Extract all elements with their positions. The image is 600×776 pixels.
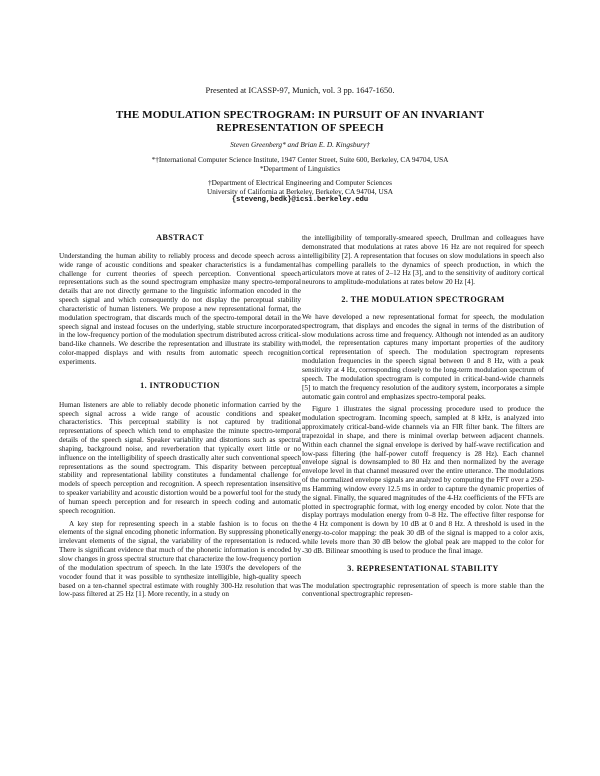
- left-column: [59, 234, 301, 599]
- section-2-paragraph-2: Figure 1 illustrates the signal processing procedure used to produce the modulation spectrogram. Incoming speech, sampled at 8 kHz, is analyzed into approximately critical-band-wide channels via an FIR filter bank. The filters are trapezoidal in shape, and there is minimal overlap between adjacent channels. Within each channel the signal envelope is derived by half-wave rectification and low-pass filtering (the half-power cutoff frequency is 28 Hz). Each channel envelope signal is downsampled to 80 Hz and then normalized by the average envelope level in that channel measured over the entire utterance. The modulations of the normalized envelope signals are analyzed by computing the FFT over a 250-ms Hamming window every 12.5 ms in order to capture the dynamic properties of the signal. Finally, the squared magnitudes of the 4-Hz coefficients of the FFTs are plotted in spectrographic format, with log energy encoded by color. Note that the display portrays modulation energy from 0–8 Hz. The effective filter response for the 4 Hz component is down by 10 dB at 0 and 8 Hz. A threshold is used in the energy-to-color mapping: the peak 30 dB of the signal is mapped to a color axis, while levels more than 30 dB below the global peak are mapped to the color for -30 dB. Bilinear smoothing is used to produce the final image.: [302, 405, 544, 555]
- section-2-heading: 2. THE MODULATION SPECTROGRAM: [341, 295, 505, 305]
- author-block: [60, 140, 540, 205]
- section-3-heading: 3. REPRESENTATIONAL STABILITY: [347, 563, 499, 573]
- affiliation-4: University of California at Berkeley, Berkeley, CA 94704, USA: [206, 186, 394, 196]
- paper-title: [60, 109, 540, 134]
- author-emails: {steveng,bedk}@icsi.berkeley.edu: [231, 196, 369, 205]
- section-2-paragraph-1: We have developed a new representational format for speech, the modulation spectrogram, that displays and encodes the signal in terms of the distribution of slow modulations across time and frequency. Although not intended as an auditory model, the representation captures many important properties of the auditory cortical representation of speech. The modulation spectrogram represents modulation frequencies in the speech signal between 0 and 8 Hz, with a peak sensitivity at 4 Hz, corresponding closely to the long-term modulation spectrum of speech. The modulation spectrogram is computed in critical-band-wide channels [5] to match the frequency resolution of the auditory system, incorporates a simple automatic gain control and emphasizes spectro-temporal peaks.: [302, 312, 544, 401]
- intro-paragraph-1: Human listeners are able to reliably decode phonetic information carried by the speech signal across a wide range of acoustic conditions and speaker characteristics. This perceptual stability is not captured by traditional representations of speech which tend to emphasize the minute spectro-temporal details of the speech signal. Speaker variability and distortions such as spectral shaping, background noise, and reverberation that typically exert little or no influence on the intelligibility of speech drastically alter such conventional speech representations as the sound spectrogram. This disparity between perceptual stability and representational lability constitutes a fundamental challenge for models of speech perception and recognition. A speech representation insensitive to speaker variability and acoustic distortion would be a powerful tool for the study of human speech perception and for research in speech coding and automatic speech recognition.: [59, 400, 301, 515]
- intro-paragraph-2: A key step for representing speech in a stable fashion is to focus on the elements of the signal encoding phonetic information. By suppressing phonetically irrelevant elements of the signal, the variability of the representation is reduced. There is significant evidence that much of the phonetic information is encoded by slow changes in gross spectral structure that characterize the low-frequency portion of the modulation spectrum of speech. In the late 1930's the developers of the vocoder found that it was possible to synthesize intelligible, high-quality speech based on a ten-channel spectral estimate with roughly 300-Hz resolution that was low-pass filtered at 25 Hz [1]. More recently, in a study on: [59, 519, 301, 599]
- title-line-2: REPRESENTATION OF SPEECH: [216, 121, 384, 134]
- affiliation-2: *Department of Linguistics: [259, 164, 341, 174]
- author-names: Steven Greenberg* and Brian E. D. Kingsbury†: [230, 140, 370, 149]
- conference-note: Presented at ICASSP-97, Munich, vol. 3 pp. 1647-1650.: [205, 86, 395, 95]
- title-line-1: THE MODULATION SPECTROGRAM: IN PURSUIT OF AN INVARIANT: [115, 109, 485, 121]
- right-column: [302, 234, 544, 599]
- abstract-heading: ABSTRACT: [156, 233, 204, 242]
- affiliation-1: *†International Computer Science Institute, 1947 Center Street, Suite 600, Berkeley, CA 94704, USA: [151, 155, 449, 165]
- abstract-text: Understanding the human ability to reliably process and decode speech across a wide range of acoustic conditions and speaker characteristics is a fundamental challenge for current theories of speech perception. Conventional speech representations such as the sound spectrogram emphasize many spectro-temporal details that are not directly germane to the linguistic information encoded in the speech signal and which consequently do not display the perceptual stability characteristic of human listeners. We propose a new representational format, the modulation spectrogram, that discards much of the spectro-temporal detail in the speech signal and instead focuses on the underlying, stable structure incorporated in the low-frequency portion of the modulation spectrum distributed across critical-band-like channels. We describe the representation and illustrate its stability with color-mapped displays and with results from automatic speech recognition experiments.: [59, 251, 302, 366]
- affiliation-3: †Department of Electrical Engineering and Computer Sciences: [208, 177, 392, 187]
- intro-paragraph-3: the intelligibility of temporally-smeared speech, Drullman and colleagues have demonstrated that modulations at rates above 16 Hz are not required for speech intelligibility [2]. A representation that focuses on slow modulations in speech also has compelling parallels to the dynamics of speech production, in which the articulators move at rates of 2–12 Hz [3], and to the sensitivity of auditory cortical neurons to amplitude-modulations at rates below 20 Hz [4].: [302, 234, 544, 287]
- introduction-heading: 1. INTRODUCTION: [140, 380, 220, 390]
- section-3-paragraph-1: The modulation spectrographic representation of speech is more stable than the conventional spectrographic represen-: [302, 581, 544, 599]
